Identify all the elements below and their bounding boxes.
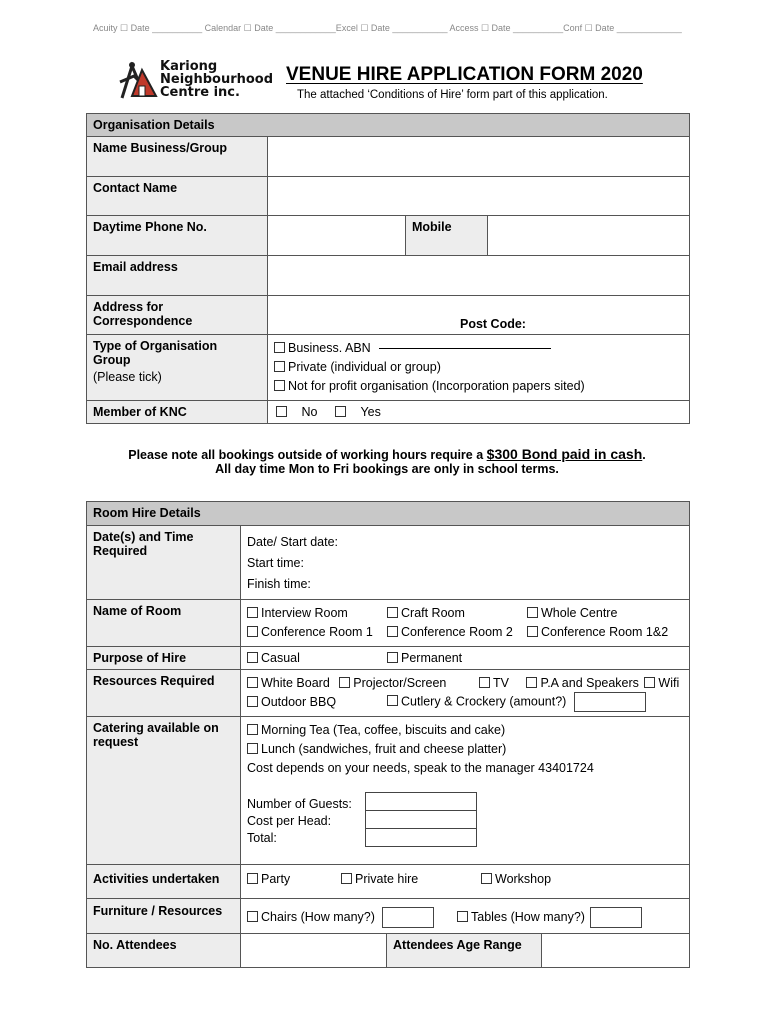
business-option: Business. ABN [288,341,371,355]
name-business-label: Name Business/Group [87,137,268,177]
not-for-profit-checkbox[interactable] [274,380,285,391]
contact-name-field[interactable] [268,177,690,216]
morning-tea-checkbox[interactable] [247,724,258,735]
whole-centre-option: Whole Centre [541,606,618,620]
pa-speakers-checkbox[interactable] [526,677,537,688]
tables-count-field[interactable] [590,907,642,928]
office-use-line: Acuity ☐ Date __________ Calendar ☐ Date ____________Excel ☐ Date ___________ Access ☐ Date __________Conf ☐ Date _____________ [93,23,682,33]
form-title: VENUE HIRE APPLICATION FORM 2020 [286,64,643,85]
projector-option: Projector/Screen [353,676,447,690]
age-range-field[interactable] [542,934,690,968]
catering-label-line2: request [93,735,139,749]
casual-option: Casual [261,651,300,665]
workshop-option: Workshop [495,872,552,886]
logo-line3: Centre inc. [160,85,240,100]
room-hire-table [86,501,690,968]
dates-label [87,526,241,600]
private-hire-checkbox[interactable] [341,873,352,884]
dates-label-line2: Required [93,544,148,558]
activities-label: Activities undertaken [87,865,241,899]
mobile-field[interactable] [488,216,690,256]
interview-room-checkbox[interactable] [247,607,258,618]
room-name-label: Name of Room [87,600,241,647]
daytime-phone-field[interactable] [268,216,406,256]
email-field[interactable] [268,256,690,296]
abn-field[interactable] [379,348,551,349]
guests-label: Number of Guests: [247,797,352,811]
post-code-label: Post Code: [460,317,526,331]
logo [118,59,274,106]
mobile-label: Mobile [406,216,488,256]
member-yes-label: Yes [360,405,381,419]
conference-room-2-option: Conference Room 2 [401,625,513,639]
cutlery-amount-field[interactable] [574,692,646,712]
not-for-profit-option: Not for profit organisation (Incorporation papers sited) [288,379,585,393]
address-field[interactable] [268,296,690,335]
total-field[interactable] [365,829,477,847]
finish-time-label: Finish time: [247,577,311,591]
craft-room-option: Craft Room [401,606,465,620]
private-option: Private (individual or group) [288,360,441,374]
attendees-label: No. Attendees [87,934,241,968]
casual-checkbox[interactable] [247,652,258,663]
address-label [87,296,268,335]
attendees-field[interactable] [241,934,387,968]
address-label-line1: Address for [93,300,164,314]
bond-notice-end: . [642,448,646,462]
conference-room-1-option: Conference Room 1 [261,625,373,639]
activities-options [241,865,690,899]
private-checkbox[interactable] [274,361,285,372]
private-hire-option: Private hire [355,872,419,886]
outdoor-bbq-checkbox[interactable] [247,696,258,707]
dates-field[interactable] [241,526,690,600]
interview-room-option: Interview Room [261,606,348,620]
party-checkbox[interactable] [247,873,258,884]
catering-label [87,717,241,865]
dates-label-line1: Date(s) and Time [93,530,194,544]
white-board-option: White Board [261,676,330,690]
cost-per-head-label: Cost per Head: [247,814,332,828]
party-option: Party [261,872,291,886]
member-no-checkbox[interactable] [276,406,287,417]
purpose-label: Purpose of Hire [87,647,241,670]
organisation-heading: Organisation Details [87,114,690,137]
tables-option: Tables (How many?) [471,909,585,924]
catering-options [241,717,690,865]
organisation-type-label [87,335,268,401]
craft-room-checkbox[interactable] [387,607,398,618]
lunch-checkbox[interactable] [247,743,258,754]
address-label-line2: Correspondence [93,314,193,328]
logo-line2: Neighbourhood [160,72,274,87]
start-date-label: Date/ Start date: [247,535,339,549]
organisation-type-hint: (Please tick) [93,370,162,384]
guests-field[interactable] [365,792,477,811]
room-options [241,600,690,647]
furniture-label: Furniture / Resources [87,899,241,934]
resources-label: Resources Required [87,670,241,717]
permanent-option: Permanent [401,651,463,665]
organisation-type-line1: Type of Organisation [93,339,218,353]
conference-room-1-checkbox[interactable] [247,626,258,637]
workshop-checkbox[interactable] [481,873,492,884]
logo-line1: Kariong [160,59,218,74]
logo-text [160,60,273,99]
logo-figures-icon [118,60,162,100]
business-checkbox[interactable] [274,342,285,353]
bond-notice-text: Please note all bookings outside of working hours require a [128,448,487,462]
contact-name-label: Contact Name [87,177,268,216]
pa-speakers-option: P.A and Speakers [540,676,639,690]
projector-checkbox[interactable] [339,677,350,688]
cutlery-option: Cutlery & Crockery (amount?) [401,694,567,709]
member-knc-options [268,401,690,424]
conference-room-1-2-checkbox[interactable] [527,626,538,637]
total-label: Total: [247,831,277,845]
catering-label-line1: Catering available on [93,721,219,735]
start-time-label: Start time: [247,556,304,570]
permanent-checkbox[interactable] [387,652,398,663]
room-hire-heading: Room Hire Details [87,502,690,526]
daytime-phone-label: Daytime Phone No. [87,216,268,256]
resources-options [241,670,690,717]
tables-checkbox[interactable] [457,911,468,922]
white-board-checkbox[interactable] [247,677,258,688]
chairs-count-field[interactable] [382,907,434,928]
cutlery-checkbox[interactable] [387,695,398,706]
purpose-options [241,647,690,670]
age-range-label: Attendees Age Range [387,934,542,968]
bond-notice-emphasis: $300 Bond paid in cash [486,446,643,462]
email-label: Email address [87,256,268,296]
conference-room-1-2-option: Conference Room 1&2 [541,625,669,639]
organisation-type-line2: Group [93,353,131,367]
chairs-checkbox[interactable] [247,911,258,922]
tv-option: TV [493,676,509,690]
lunch-option: Lunch (sandwiches, fruit and cheese platter) [261,742,507,756]
cost-per-head-field[interactable] [365,811,477,829]
bond-notice [86,446,688,462]
organisation-type-options [268,335,690,401]
catering-cost-note: Cost depends on your needs, speak to the manager 43401724 [247,761,594,775]
whole-centre-checkbox[interactable] [527,607,538,618]
name-business-field[interactable] [268,137,690,177]
member-no-label: No [301,405,318,419]
chairs-option: Chairs (How many?) [261,909,375,924]
outdoor-bbq-option: Outdoor BBQ [261,695,337,709]
organisation-table [86,113,690,424]
form-subtitle: The attached ‘Conditions of Hire’ form part of this application. [297,89,608,101]
morning-tea-option: Morning Tea (Tea, coffee, biscuits and cake) [261,723,506,737]
wifi-option: Wifi [658,676,680,690]
school-terms-notice: All day time Mon to Fri bookings are only in school terms. [215,462,559,476]
wifi-checkbox[interactable] [644,677,655,688]
member-knc-label: Member of KNC [87,401,268,424]
tv-checkbox[interactable] [479,677,490,688]
conference-room-2-checkbox[interactable] [387,626,398,637]
furniture-options [241,899,690,934]
member-yes-checkbox[interactable] [335,406,346,417]
